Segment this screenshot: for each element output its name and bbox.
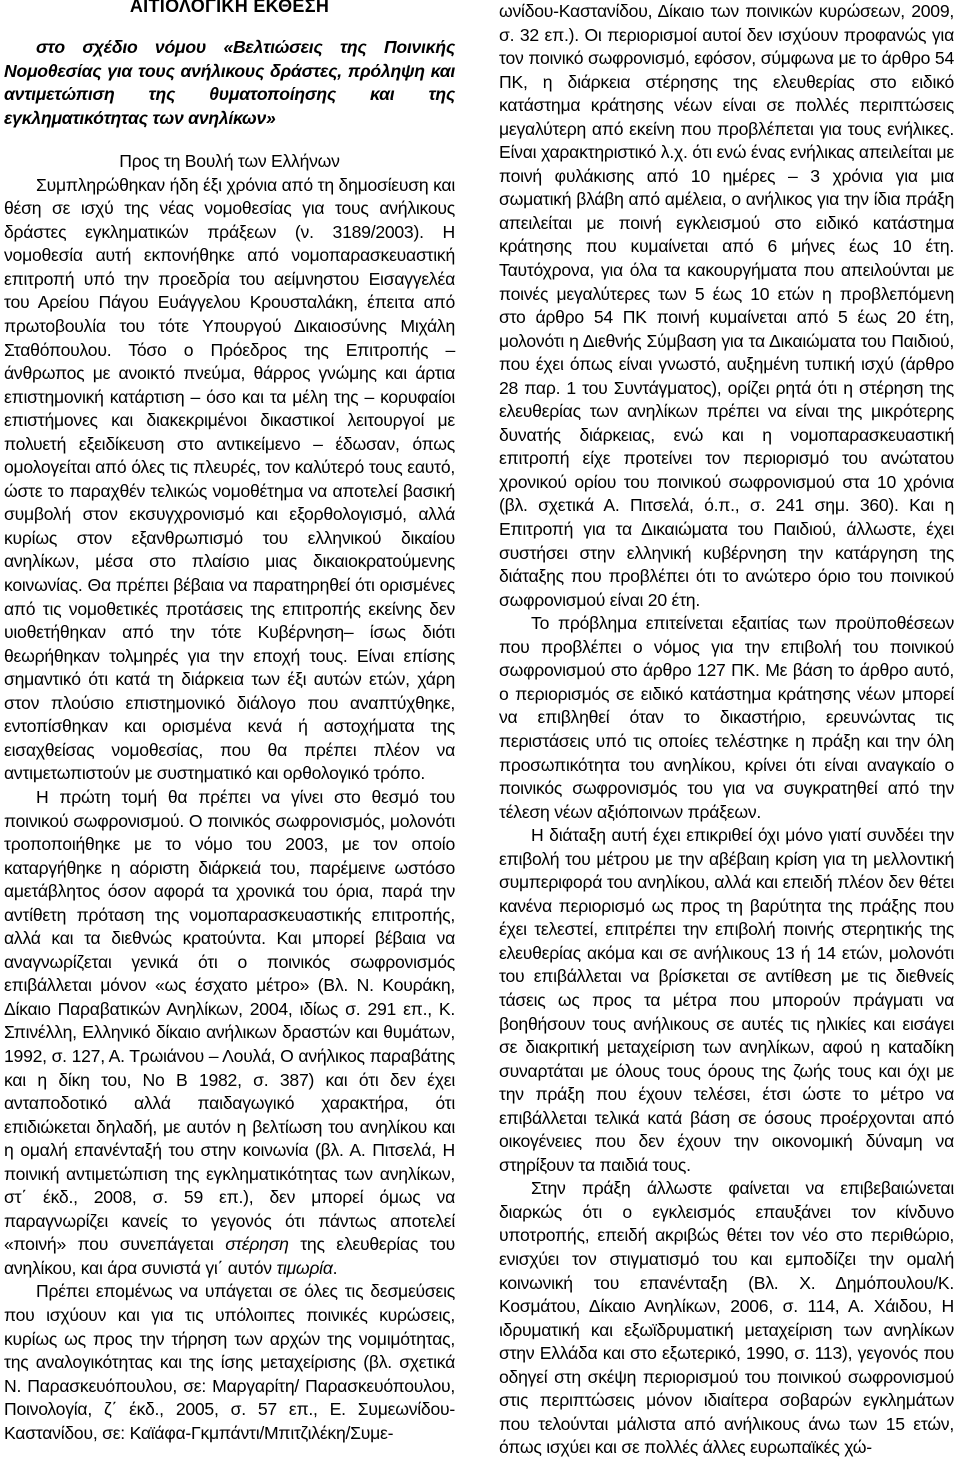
paragraph: Η διάταξη αυτή έχει επικριθεί όχι μόνο γιατί συνδέει την επιβολή του μέτρου με την αβέβαιη κρίση για τη μελλοντική συμπεριφορά του ανηλίκου, αλλά και επειδή πλέον δεν θέτει κανένα περιορισμό ως προς τη βαρύτητα της πράξης που έχει τελεστεί, επιτρέπει την επιβολή ποινής στερητικής της ελευθερίας ακόμα και σε ανήλικους 13 ή 14 ετών, μολονότι του επιβάλλεται να βρίσκεται σε αντίθεση με τις διεθνείς τάσεις ως προς τα μέτρα που μπορούν πράγματι να βοηθήσουν τους ανήλικους σε αυτές τις ηλικίες και εισάγει σε διακριτική μεταχείριση των ανηλίκων, αφού η καταδίκη συναρτάται με όλους τους όρους της ζωής τους και όχι με την πράξη που έχουν τελέσει, έτσι ώστε το μέτρο να επιβάλλεται τελικά κατά βάση σε όσους προέρχονται από οικογένειες που δεν έχουν την οικονομική δύναμη να στηρίξουν τα παιδιά τους. — [499, 825, 954, 1175]
document-title: ΑΙΤΙΟΛΟΓΙΚΗ ΕΚΘΕΣΗ — [129, 0, 330, 16]
bill-subject: στο σχέδιο νόμου «Βελτιώσεις της Ποινικής Νομοθεσίας για τους ανήλικους δράστες, πρόληψη και αντιμετώπιση της θυματοποίησης και της εγκληματικότητας των ανηλίκων» — [4, 37, 455, 128]
emphasis-text: στέρηση — [225, 1234, 289, 1255]
right-column — [499, 0, 954, 1460]
paragraph-continuation: ωνίδου-Καστανίδου, Δίκαιο των ποινικών κυρώσεων, 2009, σ. 32 επ.). Οι περιορισμοί αυτοί δεν ισχύουν προφανώς για τον ποινικό σωφρονισμό, εφόσον, σύμφωνα με το άρθρο 54 ΠΚ, η διάρκεια στέρησης της ελευθερίας στο ειδικό κατάστημα κράτησης νέων είναι σε πολλές περιπτώσεις μεγαλύτερη από εκείνη που προβλέπεται για τους ενήλικες. Είναι χαρακτηριστικό λ.χ. ότι ενώ ένας ενήλικας απειλείται με ποινή φυλάκισης από 10 ημέρες – 3 χρόνια για μια σωματική βλάβη από αμέλεια, ο ανήλικος για την ίδια πράξη απειλείται με ποινή εγκλεισμού στο ειδικό κατάστημα κράτησης που κυμαίνεται από 6 μήνες έως 10 έτη. Ταυτόχρονα, για όλα τα κακουργήματα που απειλούνται με ποινές μεγαλύτερες των 5 έως 10 ετών η προβλεπόμενη στο άρθρο 54 ΠΚ ποινή κυμαίνεται από 5 έως 20 έτη, μολονότι η Διεθνής Σύμβαση για τα Δικαιώματα του Παιδιού, που έχει όπως είναι γνωστό, αυξημένη τυπική ισχύ (άρθρο 28 παρ. 1 του Συντάγματος), ορίζει ρητά ότι η στέρηση της ελευθερίας των ανηλίκων πρέπει να είναι της μικρότερης δυνατής διάρκειας, ενώ και η νομοπαρασκευαστική επιτροπή είχε προτείνει τον περιορισμό του ανώτατου χρονικού ορίου του ποινικού σωφρονισμού στα 10 χρόνια (βλ. σχετικά Α. Πιτσελά, ό.π., σ. 241 σημ. 360). Και η Επιτροπή για τα Δικαιώματα του Παιδιού, άλλωστε, έχει συστήσει στην ελληνική κυβέρνηση την κατάργηση της διάταξης που προβλέπει ότι το ανώτερο όριο του ποινικού σωφρονισμού είναι 20 έτη. — [499, 1, 954, 610]
left-column — [4, 0, 455, 1445]
paragraph: Στην πράξη άλλωστε φαίνεται να επιβεβαιώνεται διαρκώς ότι ο εγκλεισμός επαυξάνει τον κίνδυνο υποτροπής, επειδή ακριβώς θέτει τον νέο στο περιθώριο, ενισχύει τον στιγματισμό του και εμποδίζει την ομαλή κοινωνική του επανένταξη (Βλ. Χ. Δημόπουλου/Κ. Κοσμάτου, Δίκαιο Ανηλίκων, 2006, σ. 114, Α. Χάιδου, Η ιδρυματική και εξωϊδρυματική μεταχείριση των ανηλίκων στην Ελλάδα και στο εξωτερικό, 1990, σ. 113), γεγονός που οδηγεί στη σκέψη περιορισμού του ποινικού σωφρονισμού στις περιπτώσεις μόνον ιδιαίτερα σοβαρών εγκλημάτων που τελούνται μάλιστα από ανήλικους άνω των 15 ετών, όπως ισχύει και σε πολλές άλλες ευρωπαϊκές χώ- — [499, 1178, 954, 1458]
paragraph: Συμπληρώθηκαν ήδη έξι χρόνια από τη δημοσίευση και θέση σε ισχύ της νέας νομοθεσίας για τους ανήλικους δράστες εγκληματικών πράξεων (ν. 3189/2003). Η νομοθεσία αυτή εκπονήθηκε από νομοπαρασκευαστική επιτροπή υπό την προεδρία του αείμνηστου Εισαγγελέα του Αρείου Πάγου Ευάγγελου Κρουσταλάκη, έπειτα από πρωτοβουλία του τότε Υπουργού Δικαιοσύνης Μιχάλη Σταθόπουλου. Τόσο ο Πρόεδρος της Επιτροπής – άνθρωπος με ανοικτό πνεύμα, θάρρος γνώμης και άρτια επιστημονική κατάρτιση – όσο και τα μέλη της – κορυφαίοι επιστήμονες και διακεκριμένοι δικαστικοί λειτουργοί με πολυετή εξειδίκευση στο αντικείμενο – έδωσαν, όπως ομολογείται από όλες τις πλευρές, τον καλύτερό τους εαυτό, ώστε το παραχθέν τελικώς νομοθέτημα να αποτελεί βασική συμβολή στον εκσυγχρονισμό και εξορθολογισμό, αλλά κυρίως στον εξανθρωπισμό του ελληνικού δικαίου ανηλίκων, μέσα στο πλαίσιο μιας δικαιοκρατούμενης κοινωνίας. Θα πρέπει βέβαια να παρατηρηθεί ότι ορισμένες από τις νομοθετικές προτάσεις της επιτροπής εκείνης δεν υιοθετήθηκαν από την τότε Κυβέρνηση– ίσως διότι θεωρήθηκαν τολμηρές για την εποχή τους. Είναι επίσης σημαντικό ότι κατά τη διάρκεια των έξι αυτών ετών, χάρη στον πλούσιο επιστημονικό διάλογο που αναπτύχθηκε, εντοπίσθηκαν και ορισμένα κενά ή αστοχήματα της εισαχθείσας νομοθεσίας, που θα πρέπει πλέον να αντιμετωπιστούν με συστηματικό και ορθολογικό τρόπο. — [4, 174, 455, 784]
paragraph-text: Η πρώτη τομή θα πρέπει να γίνει στο θεσμό του ποινικού σωφρονισμού. Ο ποινικός σωφρονισμός, μολονότι τροποποιήθηκε με το νόμο του 2003, με τον οποίο καταργήθηκε η αόριστη διάρκειά του, παρέμεινε ωστόσο αμετάβλητος όσον αφορά τα χρονικά του όρια, παρά την αντίθετη πρόταση της νομοπαρασκευαστικής επιτροπής, αλλά και τα διεθνώς κρατούντα. Και μπορεί βέβαια να αναγνωρίζεται γενικά ότι ο ποινικός σωφρονισμός επιβάλλεται μόνον «ως έσχατο μέτρο» (Βλ. Ν. Κουράκη, Δίκαιο Παραβατικών Ανηλίκων, 2004, ιδίως σ. 291 επ., Κ. Σπινέλλη, Ελληνικό δίκαιο ανήλικων δραστών και θυμάτων, 1992, σ. 127, Α. Τρωιάνου – Λουλά, Ο ανήλικος παραβάτης και η δίκη του, Νο Β 1982, σ. 387) και ότι δεν έχει ανταποδοτικό αλλά παιδαγωγικό χαρακτήρα, ότι επιδιώκεται δηλαδή, με αυτόν η βελτίωση του ανηλίκου και η ομαλή επανένταξή του στην κοινωνία (βλ. Α. Πιτσελά, Η ποινική αντιμετώπιση της εγκληματικότητας των ανηλίκων, στ΄ έκδ., 2008, σ. 59 επ.), δεν μπορεί όμως να παραγνωρίζει κανείς το γεγονός ότι πάντως αποτελεί «ποινή» που συνεπάγεται — [4, 786, 455, 1255]
paragraph — [4, 786, 455, 1280]
emphasis-text: τιμωρία — [276, 1257, 333, 1278]
paragraph-text: . — [332, 1257, 338, 1278]
paragraph: Πρέπει επομένως να υπάγεται σε όλες τις δεσμεύσεις που ισχύουν και για τις υπόλοιπες ποινικές κυρώσεις, κυρίως ως προς την τήρηση των αρχών της νομιμότητας, της αναλογικότητας και της ίσης μεταχείρισης (βλ. σχετικά Ν. Παρασκευόπουλου, σε: Μαργαρίτη/ Παρασκευόπουλου, Ποινολογία, ζ΄ έκδ., 2005, σ. 57 επ., Ε. Συμεωνίδου-Καστανίδου, σε: Καϊάφα-Γκμπάντι/Μπιτζιλέκη/Συμε- — [4, 1281, 455, 1443]
paragraph: Το πρόβλημα επιτείνεται εξαιτίας των προϋποθέσεων που προβλέπει ο νόμος για την επιβολή του ποινικού σωφρονισμού στο άρθρο 127 ΠΚ. Με βάση το άρθρο αυτό, ο περιορισμός σε ειδικό κατάστημα κράτησης νέων μπορεί να επιβληθεί όταν το δικαστήριο, ερευνώντας τις περιστάσεις υπό τις οποίες τελέστηκε η πράξη και την όλη προσωπικότητα του ανηλίκου, κρίνει ότι είναι αναγκαίο ο ποινικός σωφρονισμός του για να συγκρατηθεί από την τέλεση νέων αξιόποινων πράξεων. — [499, 613, 954, 822]
paragraph-text: της ελευθερίας του ανηλίκου, και άρα συνιστά γι΄ αυτόν — [4, 1234, 456, 1278]
addressee: Προς τη Βουλή των Ελλήνων — [119, 151, 340, 172]
